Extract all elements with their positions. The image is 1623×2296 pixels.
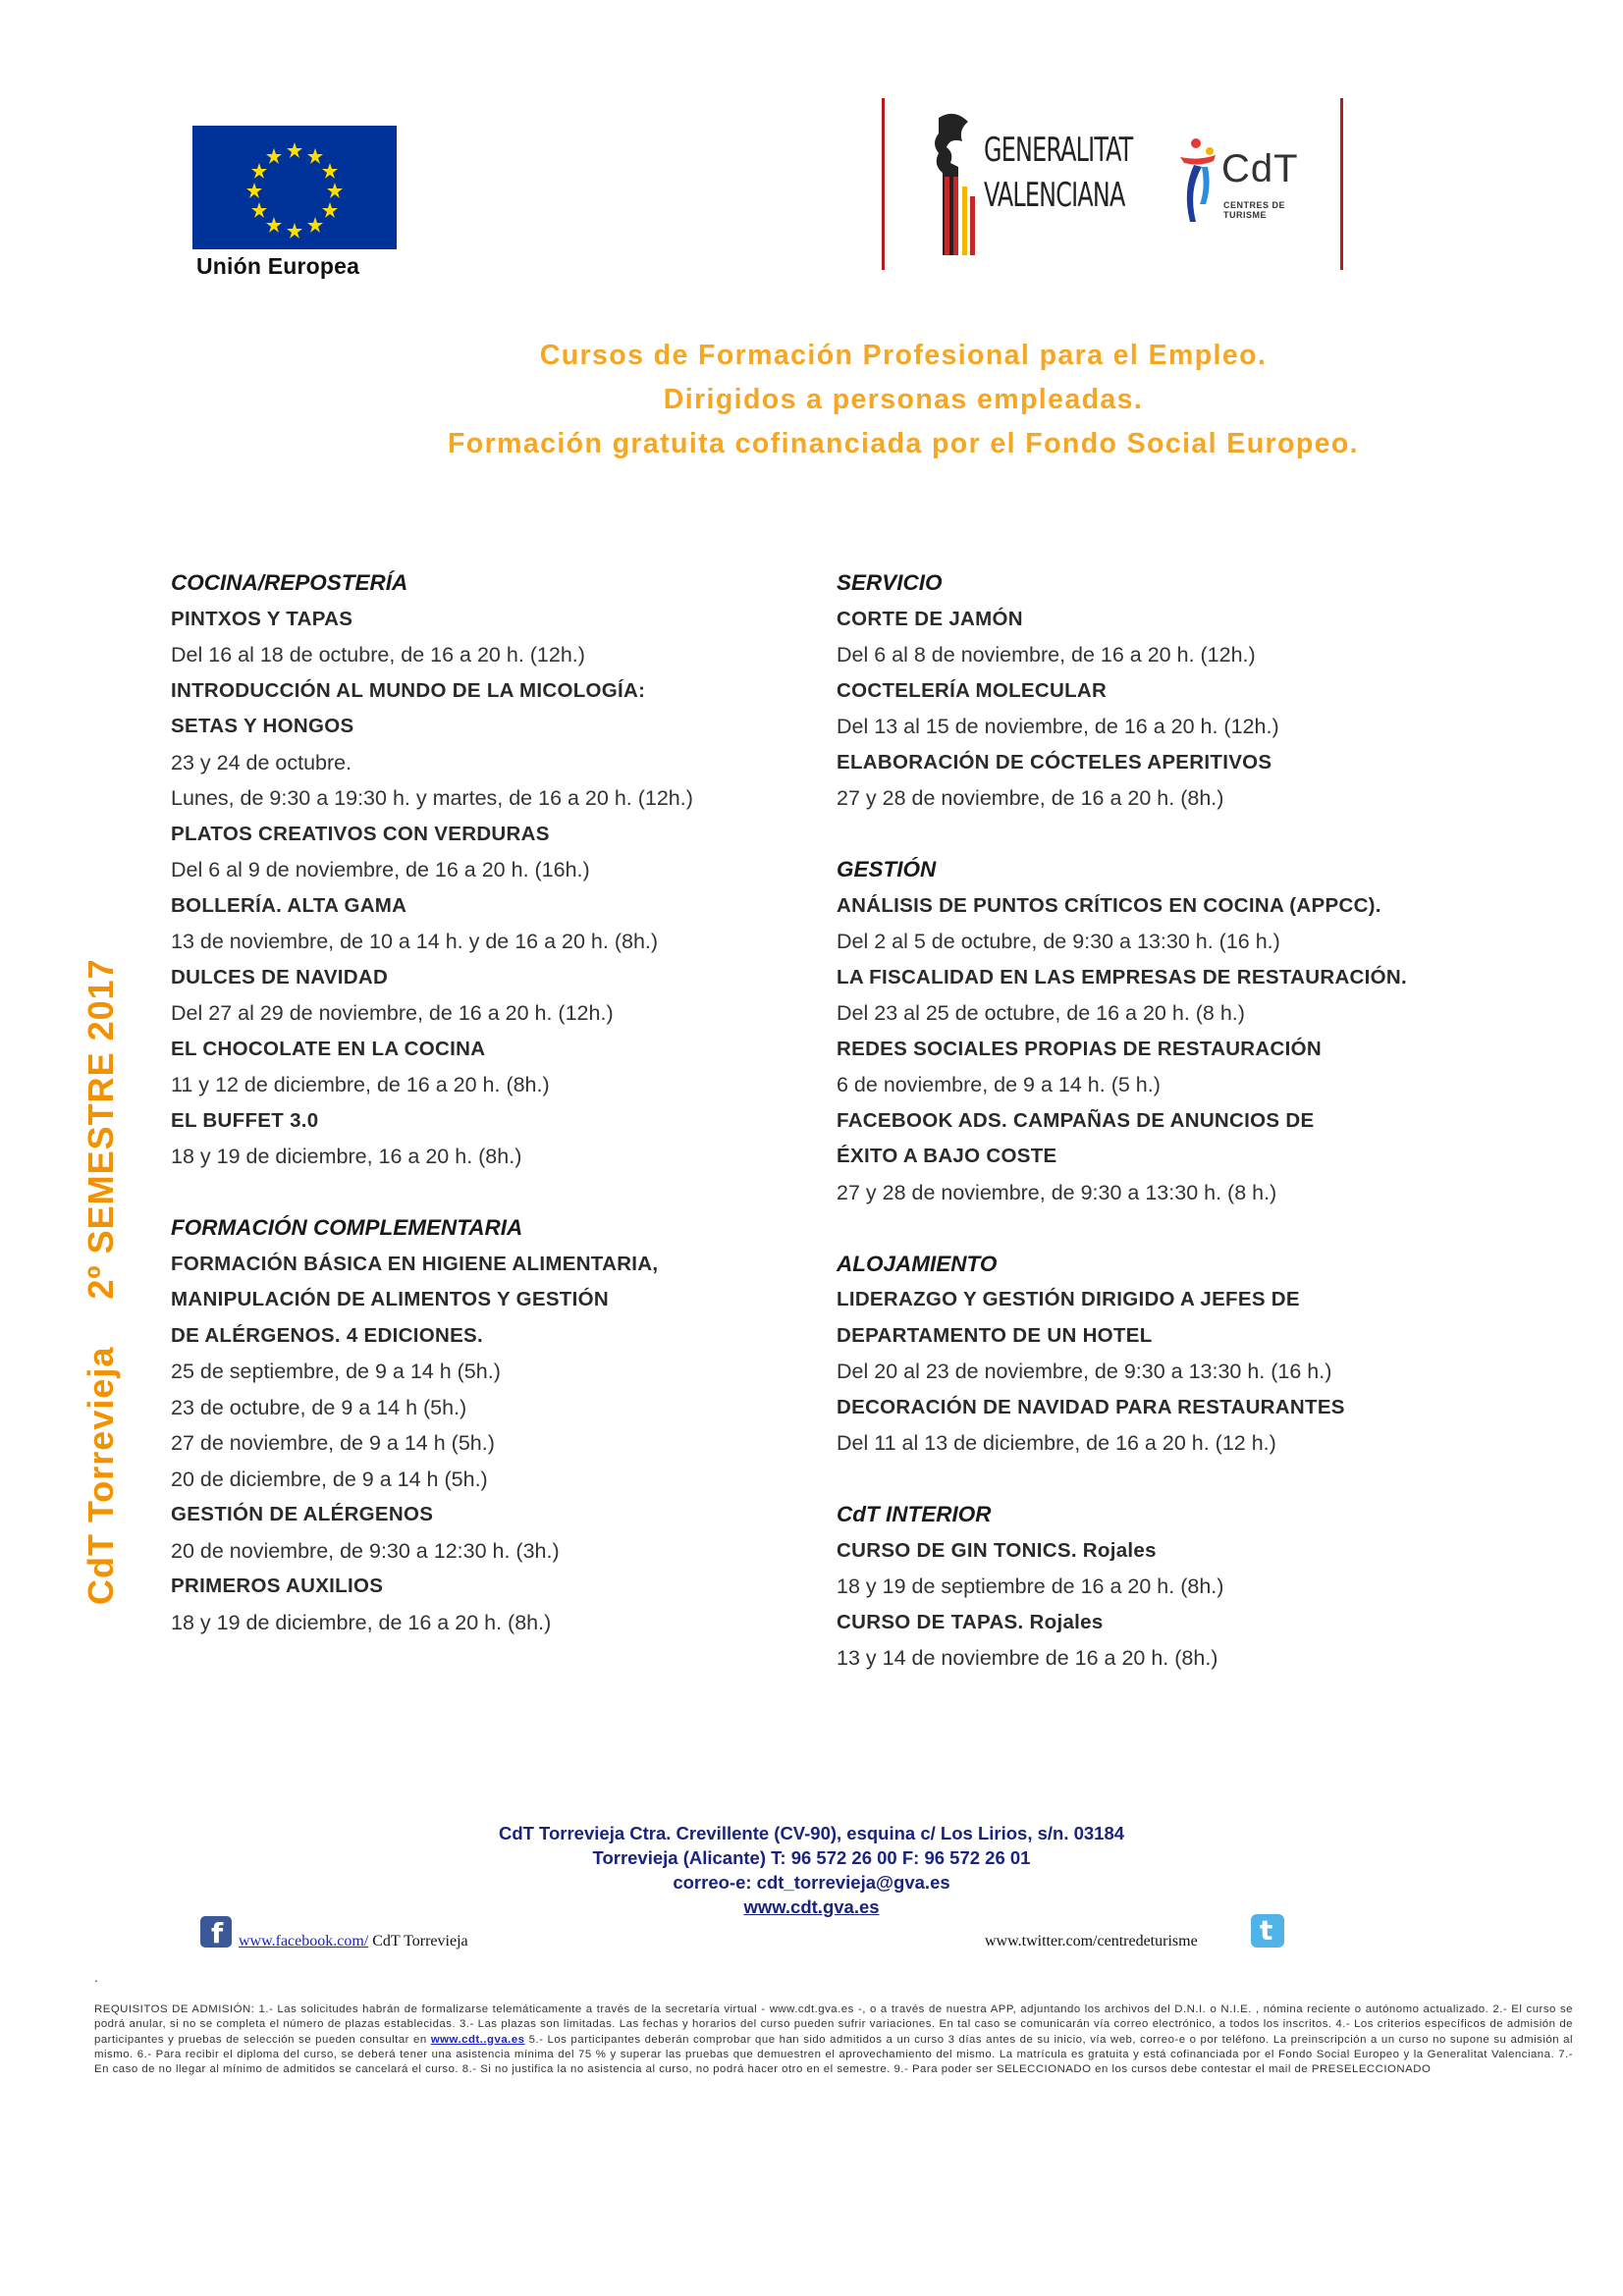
side-banner-semester: 2º SEMESTRE 2017 [81, 958, 121, 1300]
course-title: DULCES DE NAVIDAD [171, 965, 389, 988]
generalitat-line2: VALENCIANA [984, 176, 1125, 215]
course-detail: 20 de diciembre, de 9 a 14 h (5h.) [171, 1467, 488, 1491]
course-detail: 18 y 19 de septiembre de 16 a 20 h. (8h.) [837, 1575, 1224, 1598]
cdt-wordmark: CdT [1221, 147, 1299, 190]
divider [1340, 98, 1343, 270]
course-detail: 20 de noviembre, de 9:30 a 12:30 h. (3h.) [171, 1538, 560, 1563]
course-detail: Del 2 al 5 de octubre, de 9:30 a 13:30 h. (16 h.) [837, 930, 1280, 953]
course-detail: Del 27 al 29 de noviembre, de 16 a 20 h. (12h.) [171, 1001, 614, 1025]
course-title: INTRODUCCIÓN AL MUNDO DE LA MICOLOGÍA: [171, 678, 646, 702]
section-title: COCINA/REPOSTERÍA [171, 570, 408, 595]
course-title: REDES SOCIALES PROPIAS DE RESTAURACIÓN [837, 1037, 1322, 1060]
course-title: FACEBOOK ADS. CAMPAÑAS DE ANUNCIOS DE [837, 1108, 1315, 1132]
course-detail: 13 y 14 de noviembre de 16 a 20 h. (8h.) [837, 1646, 1218, 1670]
course-title: PINTXOS Y TAPAS [171, 607, 353, 630]
course-detail: 18 y 19 de diciembre, de 16 a 20 h. (8h.) [171, 1610, 552, 1634]
course-detail: 25 de septiembre, de 9 a 14 h (5h.) [171, 1360, 501, 1383]
facebook-page-name: CdT Torrevieja [368, 1933, 468, 1949]
course-detail: Lunes, de 9:30 a 19:30 h. y martes, de 16 a 20 h. (12h.) [171, 786, 693, 810]
facebook-link[interactable]: www.facebook.com/ [239, 1933, 369, 1949]
course-detail: Del 23 al 25 de octubre, de 16 a 20 h. (8 h.) [837, 1001, 1245, 1025]
admission-requirements [94, 2002, 1573, 2077]
course-title: MANIPULACIÓN DE ALIMENTOS Y GESTIÓN [171, 1288, 609, 1310]
course-title: BOLLERÍA. ALTA GAMA [171, 893, 407, 917]
requirements-text-cont: 5.- Los participantes deberán comprobar que han sido admitidos a un curso 3 días antes de su inicio, vía web, correo-e o por teléfono. La preinscripción a un curso no supone su admisión al mismo. 6.- Para recibir el diploma del curso, se deberá tener una asistencia mínima del 75 % y superar las pruebas que demuestren el aprovechamiento del mismo. La matrícula es gratuita y está cofinanciada por el Fondo Social Europeo y la Generalitat Valenciana. 7.- En caso de no llegar al mínimo de admitidos se cancelará el curso. 8.- Si no justifica la no asistencia al curso, no podrá hacer otro en el semestre. 9.- Para poder ser SELECCIONADO en los cursos debe contestar el mail de PRESELECCIONADO [94, 2033, 1573, 2076]
course-title: DE ALÉRGENOS. 4 EDICIONES. [171, 1323, 484, 1347]
course-detail: Del 20 al 23 de noviembre, de 9:30 a 13:30 h. (16 h.) [837, 1360, 1332, 1383]
facebook-line [239, 1933, 468, 1950]
course-title: SETAS Y HONGOS [171, 715, 354, 737]
course-title: LIDERAZGO Y GESTIÓN DIRIGIDO A JEFES DE [837, 1288, 1300, 1310]
eu-label: Unión Europea [196, 253, 360, 279]
course-title: CURSO DE GIN TONICS. Rojales [837, 1538, 1157, 1562]
course-detail: 27 y 28 de noviembre, de 9:30 a 13:30 h. (8 h.) [837, 1180, 1277, 1204]
requirements-text: REQUISITOS DE ADMISIÓN: 1.- Las solicitudes habrán de formalizarse telemáticamente a través de la secretaría virtual - www.cdt.gva.es -, o a través de nuestra APP, adjuntando los archivos del D.N.I. o N.I.E. , nómina reciente o autónomo actualizado. 2.- El curso se podrá anular, si no se completa el número de plazas establecidas. 3.- Las plazas son limitadas. Las fechas y horarios del curso pueden sufrir variaciones. En tal caso se comunicarán vía correo electrónico, a todos los inscritos. 4.- Los criterios específicos de admisión de participantes y pruebas de selección se pueden consultar en [94, 2003, 1573, 2046]
contact-address: CdT Torrevieja Ctra. Crevillente (CV-90), esquina c/ Los Lirios, s/n. 03184 [498, 1823, 1125, 1843]
course-title: PRIMEROS AUXILIOS [171, 1575, 384, 1597]
course-detail: 23 de octubre, de 9 a 14 h (5h.) [171, 1395, 467, 1419]
course-title: ELABORACIÓN DE CÓCTELES APERITIVOS [837, 750, 1272, 774]
facebook-icon[interactable]: f [200, 1916, 232, 1948]
course-detail: Del 16 al 18 de octubre, de 16 a 20 h. (12h.) [171, 643, 585, 667]
side-banner-center: CdT Torrevieja [81, 1346, 121, 1605]
headline [226, 334, 1581, 466]
generalitat-crest-icon [929, 108, 980, 255]
contact-email[interactable]: correo-e: cdt_torrevieja@gva.es [673, 1872, 950, 1893]
course-title: LA FISCALIDAD EN LAS EMPRESAS DE RESTAURACIÓN. [837, 965, 1407, 988]
cdt-figure-icon [1176, 132, 1221, 240]
course-detail: 27 de noviembre, de 9 a 14 h (5h.) [171, 1431, 495, 1455]
twitter-link[interactable]: www.twitter.com/centredeturisme [985, 1933, 1198, 1949]
course-title: CURSO DE TAPAS. Rojales [837, 1610, 1104, 1633]
headline-line3: Formación gratuita cofinanciada por el Fondo Social Europeo. [447, 428, 1360, 459]
side-banner [81, 958, 122, 1605]
left-column [171, 565, 799, 1640]
headline-line2: Dirigidos a personas empleadas. [663, 384, 1144, 415]
section-title: ALOJAMIENTO [837, 1251, 998, 1276]
course-detail: 6 de noviembre, de 9 a 14 h. (5 h.) [837, 1073, 1161, 1096]
course-title: FORMACIÓN BÁSICA EN HIGIENE ALIMENTARIA, [171, 1252, 659, 1275]
course-title: PLATOS CREATIVOS CON VERDURAS [171, 822, 550, 845]
course-title: ÉXITO A BAJO COSTE [837, 1145, 1057, 1167]
contact-phone: Torrevieja (Alicante) T: 96 572 26 00 F: 96 572 26 01 [592, 1847, 1031, 1868]
course-detail: 27 y 28 de noviembre, de 16 a 20 h. (8h.) [837, 786, 1224, 810]
section-title: GESTIÓN [837, 857, 937, 881]
course-title: DECORACIÓN DE NAVIDAD PARA RESTAURANTES [837, 1395, 1345, 1418]
course-title: ANÁLISIS DE PUNTOS CRÍTICOS EN COCINA (APPCC). [837, 893, 1381, 917]
course-title: COCTELERÍA MOLECULAR [837, 678, 1108, 702]
headline-line1: Cursos de Formación Profesional para el Empleo. [539, 340, 1268, 371]
course-title: GESTIÓN DE ALÉRGENOS [171, 1503, 434, 1525]
course-title: DEPARTAMENTO DE UN HOTEL [837, 1323, 1153, 1347]
course-detail: 23 y 24 de octubre. [171, 750, 352, 774]
contact-block [0, 1821, 1623, 1919]
requirements-link[interactable]: www.cdt..gva.es [430, 2033, 525, 2046]
section-title: CdT INTERIOR [837, 1502, 992, 1526]
cdt-logo [1176, 132, 1314, 240]
course-detail: 11 y 12 de diciembre, de 16 a 20 h. (8h.) [171, 1073, 550, 1096]
divider [882, 98, 885, 270]
right-column [837, 565, 1465, 1677]
course-detail: 13 de noviembre, de 10 a 14 h. y de 16 a 20 h. (8h.) [171, 930, 659, 953]
course-detail: Del 6 al 8 de noviembre, de 16 a 20 h. (12h.) [837, 643, 1256, 667]
section-title: SERVICIO [837, 570, 943, 595]
eu-flag-icon [192, 126, 397, 249]
course-detail: Del 6 al 9 de noviembre, de 16 a 20 h. (16h.) [171, 858, 590, 881]
eu-logo [192, 126, 397, 280]
course-detail: Del 11 al 13 de diciembre, de 16 a 20 h. (12 h.) [837, 1431, 1276, 1455]
generalitat-wordmark [984, 128, 1132, 218]
section-title: FORMACIÓN COMPLEMENTARIA [171, 1215, 523, 1240]
twitter-icon[interactable]: t [1251, 1914, 1284, 1948]
generalitat-line1: GENERALITAT [984, 131, 1133, 170]
course-detail: 18 y 19 de diciembre, 16 a 20 h. (8h.) [171, 1145, 522, 1168]
cdt-subtitle: CENTRES DE TURISME [1223, 200, 1286, 220]
course-title: EL BUFFET 3.0 [171, 1108, 319, 1132]
separator-dot: . [94, 1969, 98, 1985]
course-detail: Del 13 al 15 de noviembre, de 16 a 20 h. (12h.) [837, 715, 1279, 738]
course-title: CORTE DE JAMÓN [837, 607, 1023, 630]
website-link[interactable]: www.cdt.gva.es [743, 1896, 880, 1917]
course-title: EL CHOCOLATE EN LA COCINA [171, 1037, 486, 1060]
institution-logos [882, 98, 1343, 270]
